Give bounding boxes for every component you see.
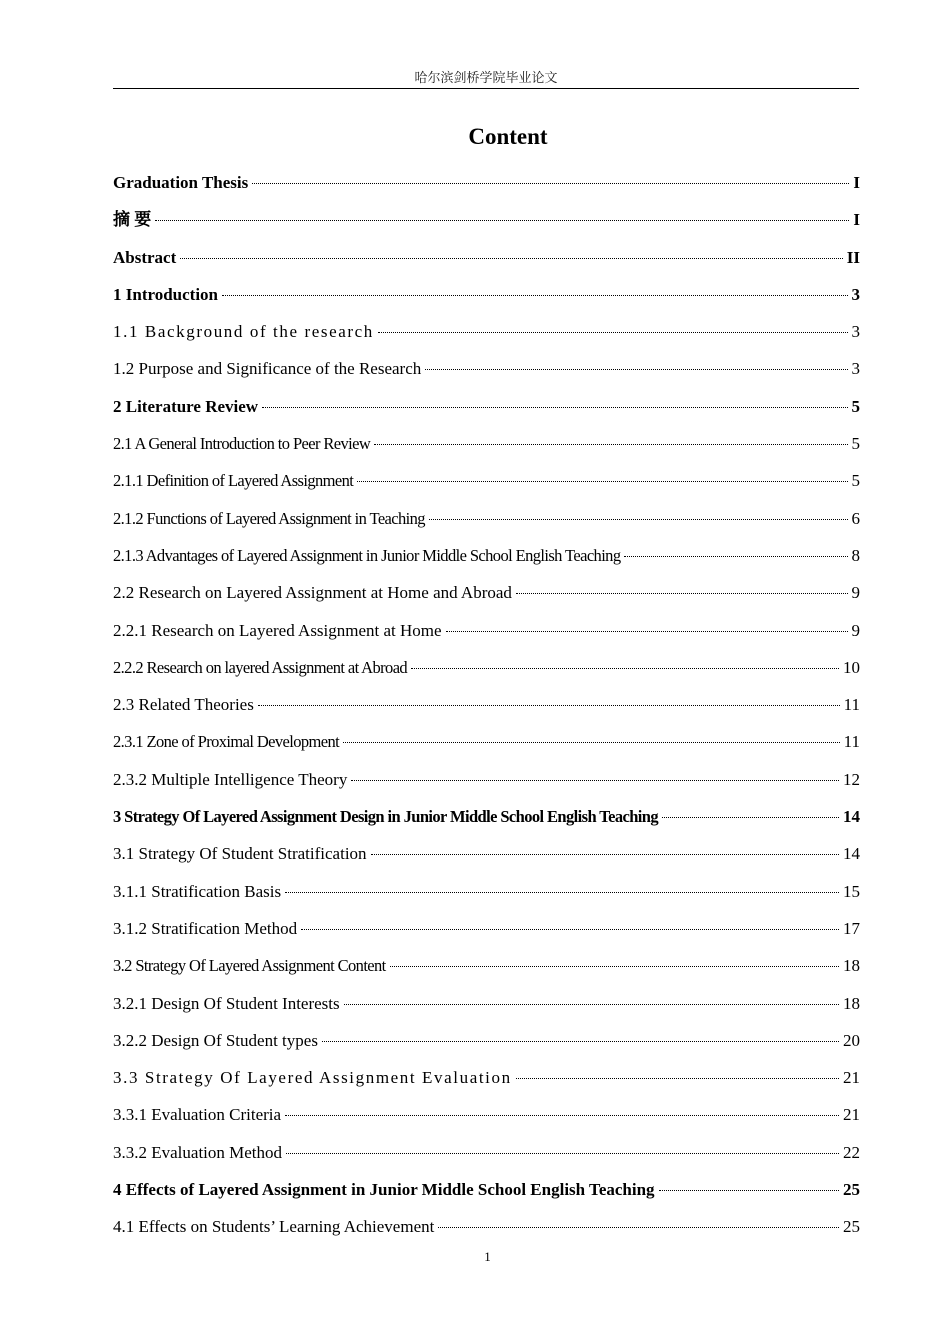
toc-entry-title: 2.2.2 Research on layered Assignment at Abroad [113, 657, 408, 677]
toc-entry-title: 2.1 A General Introduction to Peer Review [113, 434, 371, 454]
toc-entry-page: 6 [851, 508, 860, 528]
toc-entry-page: 3 [851, 284, 860, 304]
toc-entry-page: 22 [843, 1142, 860, 1162]
toc-entry-page: 5 [851, 471, 860, 491]
header-rule [113, 88, 859, 89]
toc-entry[interactable] [113, 280, 860, 317]
toc-entry-title: 3.3.2 Evaluation Method [113, 1142, 283, 1162]
toc-dot-leader [438, 1227, 839, 1228]
toc-entry[interactable] [113, 765, 860, 802]
toc-entry-title: 3.2.2 Design Of Student types [113, 1030, 318, 1050]
toc-dot-leader [285, 892, 839, 893]
toc-entry-page: 11 [843, 732, 860, 752]
toc-dot-leader [252, 183, 849, 184]
toc-entry[interactable] [113, 1138, 860, 1175]
toc-entry[interactable] [113, 877, 860, 914]
toc-entry-title: 2.1.3 Advantages of Layered Assignment in Junior Middle School English Teaching [113, 545, 621, 565]
toc-dot-leader [378, 332, 848, 333]
toc-dot-leader [624, 556, 847, 557]
toc-entry[interactable] [113, 653, 860, 690]
toc-entry-title: 2.2.1 Research on Layered Assignment at Home [113, 620, 442, 640]
toc-entry[interactable] [113, 989, 860, 1026]
toc-entry-page: I [853, 173, 860, 192]
toc-dot-leader [411, 668, 839, 669]
toc-entry-title: 1.2 Purpose and Significance of the Research [113, 359, 422, 379]
toc-entry-page: 5 [851, 396, 860, 416]
toc-entry[interactable] [113, 951, 860, 988]
toc-entry-page: 9 [851, 620, 860, 640]
toc-entry-title: 3.3.1 Evaluation Criteria [113, 1105, 282, 1125]
toc-entry-title: Graduation Thesis [113, 173, 249, 192]
page-number: 1 [484, 1249, 491, 1264]
toc-entry-page: 5 [851, 434, 860, 454]
toc-entry-page: 21 [843, 1068, 860, 1088]
toc-dot-leader [516, 593, 848, 594]
toc-entry-title: 1.1 Background of the research [113, 322, 374, 342]
toc-entry-title: 3.1.1 Stratification Basis [113, 881, 282, 901]
toc-entry[interactable] [113, 1063, 860, 1100]
toc-dot-leader [344, 1004, 839, 1005]
toc-entry-page: 12 [843, 769, 860, 789]
toc-dot-leader [516, 1078, 839, 1079]
toc-dot-leader [180, 258, 843, 259]
toc-entry[interactable] [113, 1175, 860, 1212]
toc-dot-leader [322, 1041, 839, 1042]
toc-entry-title: 摘 要 [113, 210, 152, 230]
toc-entry-title: 3.1 Strategy Of Student Stratification [113, 844, 367, 864]
toc-entry-title: 3.2 Strategy Of Layered Assignment Content [113, 956, 386, 976]
toc-entry[interactable] [113, 616, 860, 653]
toc-dot-leader [374, 444, 847, 445]
toc-dot-leader [357, 481, 847, 482]
toc-entry[interactable] [113, 205, 860, 242]
running-header: 哈尔滨剑桥学院毕业论文 [414, 71, 558, 86]
toc-entry-page: 18 [843, 993, 860, 1013]
toc-entry-title: 2.3.1 Zone of Proximal Development [113, 732, 340, 752]
toc-entry-title: 2 Literature Review [113, 396, 259, 416]
toc-dot-leader [390, 966, 839, 967]
toc-entry[interactable] [113, 839, 860, 876]
toc-entry[interactable] [113, 541, 860, 578]
toc-entry[interactable] [113, 504, 860, 541]
toc-entry[interactable] [113, 392, 860, 429]
toc-entry-title: 2.2 Research on Layered Assignment at Home and Abroad [113, 583, 512, 603]
toc-dot-leader [351, 780, 839, 781]
toc-entry-page: 20 [843, 1030, 860, 1050]
toc-dot-leader [343, 742, 839, 743]
toc-entry-page: II [846, 247, 860, 267]
toc-entry[interactable] [113, 1026, 860, 1063]
toc-dot-leader [301, 929, 839, 930]
toc-entry-title: 4.1 Effects on Students’ Learning Achievement [113, 1217, 435, 1237]
toc-entry-page: 18 [843, 956, 860, 976]
toc-entry-page: 25 [843, 1217, 860, 1237]
toc-dot-leader [371, 854, 839, 855]
toc-dot-leader [429, 519, 848, 520]
toc-entry-page: 3 [851, 359, 860, 379]
toc-dot-leader [155, 220, 849, 221]
toc-entry-title: 4 Effects of Layered Assignment in Junior Middle School English Teaching [113, 1180, 655, 1200]
toc-entry-page: 9 [851, 583, 860, 603]
toc-dot-leader [662, 817, 839, 818]
toc-dot-leader [222, 295, 847, 296]
toc-entry-title: 2.1.2 Functions of Layered Assignment in Teaching [113, 508, 425, 528]
toc-entry-page: 15 [843, 881, 860, 901]
table-of-contents [113, 168, 860, 1250]
toc-entry[interactable] [113, 802, 860, 839]
toc-dot-leader [285, 1115, 839, 1116]
toc-dot-leader [262, 407, 847, 408]
toc-entry-title: 2.3.2 Multiple Intelligence Theory [113, 769, 348, 789]
toc-entry-title: Abstract [113, 247, 177, 267]
toc-entry[interactable] [113, 466, 860, 503]
toc-entry-title: 3.2.1 Design Of Student Interests [113, 993, 340, 1013]
toc-entry-page: 21 [843, 1105, 860, 1125]
toc-entry-page: 8 [851, 545, 860, 565]
toc-entry-title: 3.3 Strategy Of Layered Assignment Evaluation [113, 1068, 512, 1088]
toc-entry-page: 25 [843, 1180, 860, 1200]
toc-entry[interactable] [113, 168, 860, 205]
toc-dot-leader [659, 1190, 839, 1191]
toc-entry[interactable] [113, 914, 860, 951]
page-title: Content [468, 124, 548, 149]
toc-entry-page: I [853, 210, 860, 230]
toc-entry[interactable] [113, 317, 860, 354]
toc-dot-leader [258, 705, 840, 706]
toc-entry-page: 10 [843, 657, 860, 677]
toc-entry[interactable] [113, 690, 860, 727]
toc-entry[interactable] [113, 354, 860, 391]
toc-entry-title: 3 Strategy Of Layered Assignment Design in Junior Middle School English Teaching [113, 807, 659, 827]
toc-dot-leader [286, 1153, 839, 1154]
toc-entry-page: 3 [851, 322, 860, 342]
toc-entry[interactable] [113, 727, 860, 764]
toc-entry-page: 17 [843, 918, 860, 938]
toc-entry[interactable] [113, 578, 860, 615]
toc-entry[interactable] [113, 243, 860, 280]
toc-entry-title: 1 Introduction [113, 284, 219, 304]
toc-entry-title: 2.3 Related Theories [113, 695, 254, 715]
toc-entry-title: 3.1.2 Stratification Method [113, 918, 298, 938]
toc-entry-page: 11 [843, 695, 860, 715]
toc-entry[interactable] [113, 429, 860, 466]
toc-entry-page: 14 [843, 844, 860, 864]
toc-dot-leader [425, 369, 847, 370]
toc-dot-leader [446, 631, 848, 632]
toc-entry[interactable] [113, 1212, 860, 1249]
toc-entry[interactable] [113, 1100, 860, 1137]
toc-entry-title: 2.1.1 Definition of Layered Assignment [113, 471, 354, 491]
toc-entry-page: 14 [843, 807, 860, 827]
